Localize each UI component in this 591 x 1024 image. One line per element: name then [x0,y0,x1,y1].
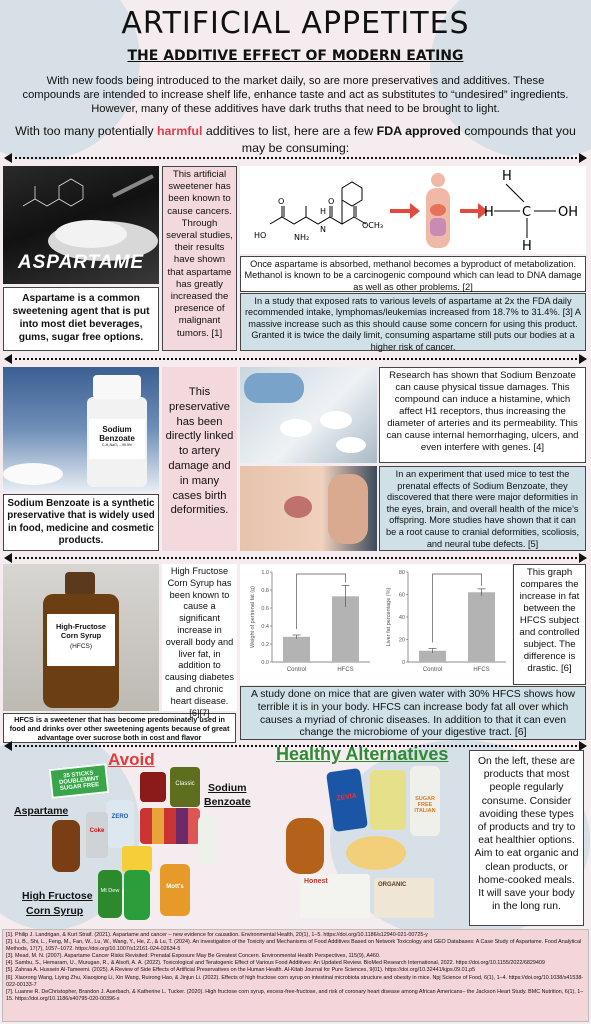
avoid-label-hfcs-2: Corn Syrup [26,905,84,917]
x-tick-label: HFCS [473,667,490,673]
tissue-damage-text: Research has shown that Sodium Benzoate can cause physical tissue damages. This compound can induce a histamine, which affect H1 receptors, thus increasing the diameter of arteries and its permeability. This can cause internal hemorrhaging, ulcers, and even interfere with genes. [4] [379,367,586,463]
product-label: Classic [175,781,195,787]
hfcs-fat-charts [240,564,512,685]
methanol-c: C [522,205,532,220]
y-tick-label: 0.8 [261,588,269,594]
maple-syrup [286,818,324,874]
reference-item: [5]. Zahraa A. Hussein Al-Tameemi. (2025). A Review of Side Effects of Artificial Preservatives on the Human Health. Al-Kitab Journal for Pure Sciences, 9(01). https://doi.org/10.32441/kjps.09.01.p5 [6,967,476,974]
methanol-h: H [522,239,532,254]
gum-pack [49,763,110,799]
hfcs-side-text: High Fructose Corn Syrup has been known to cause a significant increase in overall body and liver fat, in addition to causing diabetes and chronic heart disease. [6][7] [162,564,237,711]
bottle-label-text: (HFCS) [69,643,93,650]
powder-pile [3,463,63,485]
mol-label-och3: OCH₃ [362,221,384,230]
prenatal-effects-text: In an experiment that used mice to test the prenatal effects of Sodium Benzoate, they discovered that there were major deformities in the eyes, brain, and overall health of the mice’s offspring. More studies have shown that it can be a root cause to cranial deformities, scoliosis, and neural tube defects. [5] [379,466,586,551]
product-label: Honest [304,878,328,885]
syrup-bottle [52,820,80,872]
drink-bottle [124,870,150,920]
bottle-label-text: Corn Syrup [60,631,102,640]
intro2-text: additives to list, here are a few [202,124,377,138]
avoid-label-benzoate: Benzoate [204,796,251,808]
references [2,929,589,1022]
section-divider [4,354,587,364]
product-label: ZEVIA [335,792,358,803]
bottle-cap [93,375,141,399]
hand [328,474,368,544]
coke-can [86,812,108,858]
motts-jug [160,864,190,916]
sodium-benzoate-photo [3,367,159,492]
bottle-label-small: C₇H₅NaO₂ – 99.5% [101,443,133,447]
hfcs-study-text: A study done on mice that are given water with 30% HFCS shows how terrible it is in your body. HFCS can increase body fat all over which causes a myriad of chronic diseases. In addition to that it can even change the microbiome of your digestive tract. [6] [240,686,586,740]
organic-box [300,874,370,918]
section-divider [4,553,587,563]
avoid-label-sodium: Sodium [208,782,247,794]
reference-item: [2]. Li, B., Shi, L., Feng, M., Fan, W., Lu, W., Wang, Y., He, Z., & Lu, T. (2024). An investigation of the Toxicity and Mechanisms of Food Additives Based on Network Toxicology and GEO Databases: A Case Study of Aspartame. Food Analytical Methods, 17(7), 1057–1072. https://doi.org/10.1007/s12161-024-02634-5 [6,939,582,953]
aspartame-caption: Aspartame is a common sweetening agent that is put into most diet beverages, gums, sugar free options. [3,287,159,351]
zero-bottle [106,800,134,848]
intro-paragraph: With new foods being introduced to the market daily, so are more preservatives and additives. These compounds are intended to increase shelf life, enhance taste and act as substitutes to “undesired” ingredients. However, many of these additives have dark truths that need to be brought to light. [22,75,569,115]
mol-label-n: N [320,225,326,234]
mol-label-h: H [320,207,327,216]
x-tick-label: Control [422,667,443,673]
hfcs-photo [3,564,159,711]
arrow-icon [390,203,420,219]
aspartame-photo [3,166,159,284]
y-tick-label: 40 [398,615,405,621]
aspartame-metabolism-diagram [240,166,586,254]
healthy-alternatives-text: On the left, these are products that most people regularly consume. Consider avoiding these types of products and try to eat healthier options. Aim to eat organic and clean products, or home-cooked meals. It will save your body in the long run. [469,750,584,926]
y-tick-label: 60 [398,592,405,599]
methanol-text: Once aspartame is absorbed, methanol becomes a byproduct of metabolization. Methanol is known to be a carcinogenic compound which can lead to DNA damage as well as other problems. [2] [240,256,586,292]
y-tick-label: 80 [398,570,405,576]
product-label: 35 STICKS DOUBLEMINT SUGAR FREE [58,770,100,793]
avoid-heading: Avoid [108,750,155,769]
bottle-label-text: Sodium [102,425,132,434]
dressing-bottle [410,766,440,836]
intro2-text: compounds that you may be consuming: [241,124,576,155]
avoid-label-aspartame: Aspartame [14,805,69,817]
bar [283,637,310,662]
mountain-dew-bottle [98,870,122,918]
gloved-hand [244,373,304,403]
mouse [336,437,366,453]
mouse [320,411,352,429]
harmful-emphasis: harmful [156,124,203,138]
x-tick-label: HFCS [337,667,354,673]
reference-item: [4]. Sambu, S., Hemaram, U., Murugan, R., & Alsofi, A. A. (2022). Toxicological and Teratogenic Effect of Various Food Additives: An Updated Review. BioMed Research International, 2022. https://doi.org/10.1155/2022/6829409 [6,960,545,967]
methanol-h: H [502,169,512,184]
page-subtitle: THE ADDITIVE EFFECT OF MODERN EATING [127,48,464,64]
sodium-benzoate-caption: Sodium Benzoate is a synthetic preservative that is widely used in food, medicine and cosmetic products. [3,494,159,551]
y-axis-label: Weight of perirenal fat (g) [250,586,256,648]
bottle-label [89,419,145,459]
bruise [284,496,312,518]
y-tick-label: 0.2 [261,642,269,648]
jam-jar [140,772,166,802]
graph-explanation-text: This graph compares the increase in fat between the HFCS subject and controlled subject. The difference is drastic. [6] [513,564,586,685]
methanol-h: H [484,205,494,220]
x-tick-label: Control [286,667,307,673]
pickle-jar-healthy [370,770,406,830]
bottle-label [47,614,115,666]
product-label: ORGANIC [378,882,407,888]
avoid-label-hfcs-1: High Fructose [22,890,93,902]
section-divider [4,153,587,163]
aspartame-structure [240,166,586,254]
mol-label-nh2: NH₂ [294,233,310,242]
y-tick-label: 0.0 [261,660,269,666]
intro2-text: With too many potentially [15,124,157,138]
mol-label-ho: HO [254,231,267,240]
snack-bag [122,846,152,872]
aspartame-study-text: In a study that exposed rats to various levels of aspartame at 2x the FDA daily recommended intake, lymphomas/leukemias increased from 18.7% to 31.4%. [3] A massive increase such as this should cause some concern for using this product. Granted it is twice the daily limit, consuming aspartame still puts our bodies at a higher risk of cancer. [240,293,586,351]
y-axis-label: Liver fat percentage (%) [386,587,392,647]
fda-emphasis: FDA approved [376,124,461,138]
y-tick-label: 20 [398,637,405,644]
y-tick-label: 0.4 [261,624,269,630]
hfcs-bar-charts [240,564,512,685]
healthy-heading: Healthy Alternatives [276,744,449,764]
mol-label-o: O [278,197,285,206]
bottle-label-text: High-Fructose [55,622,107,631]
lab-mice-photo [240,367,377,463]
y-tick-label: 0 [401,660,405,666]
aspartame-photo-label: ASPARTAME [17,252,145,273]
product-label: Coke [89,828,105,834]
reference-item: [7]. Luanne R. DeChristopher, Brandon J. Auerbach, & Katherine L. Tucker. (2020). High fructose corn syrup, excess-free-fructose, and risk of coronary heart disease among African Americans– the Jackson Heart Study. BMC Nutrition, 6(1), 1–15. https://doi.org/10.1186/s40795-020-00396-x [6,988,584,1002]
sodium-benzoate-side-text: This preservative has been directly linked to artery damage and in many cases birth deformities. [162,367,237,551]
y-tick-label: 1.0 [261,570,269,576]
skin-bruise-photo [240,466,377,551]
reference-item: [3]. Mead, M. N. (2007). Aspartame Cancer Risks Revisited: Prenatal Exposure May Be Greatest Concern. Environmental Health Perspectives, 115(9), A460. [6,953,381,960]
product-label: SUGAR FREE ITALIAN [414,796,436,814]
mouse [280,419,312,437]
intro-paragraph-2 [10,123,581,157]
mol-label-o: O [328,197,335,206]
aspartame-cancer-text: This artificial sweetener has been known to cause cancers. Through several studies, their results have shown that aspartame has greatly increased the presence of malignant tumors. [1] [162,166,237,351]
y-tick-label: 0.6 [261,606,269,612]
white-bottle [198,816,216,864]
page-title: ARTIFICIAL APPETITES [121,6,470,41]
bar [468,592,495,662]
sauce-bottles [140,808,200,844]
hfcs-caption: HFCS is a sweetener that has become predominately used in food and drinks over other sweetening agents because of great advantage over sucrose both in cost and flavor [3,713,236,743]
bottle-neck [65,572,95,596]
product-label: ZERO [111,814,129,820]
reference-item: [1]. Philip J. Landrigan, & Kurt Straif. (2021). Aspartame and cancer – new evidence for causation. Environmental Health, 20(1), 1–5. https://doi.org/10.1186/s12940-021-00725-y [6,932,428,938]
organic-pack [374,878,434,918]
bottle-label-text: Benzoate [99,434,135,443]
body-organs-icon [426,173,450,248]
product-label: Mt Dew [100,888,120,894]
methanol-oh: OH [558,205,579,220]
fruit-bowl [346,836,406,870]
reference-item: [6]. Xiaorong Wang, Liying Zhu, Xiaoqiong Li, Xin Wang, Ruirong Hao, & Jinjun Li. (2022). Effects of high fructose corn syrup on intestinal microbiota structure and obesity in mice. Npj Science of Food, 6(1), 1–4. https://doi.org/10.1038/s41538-022-00133-7 [6,974,584,988]
pickle-jar [170,767,200,807]
product-label: Mott's [166,884,184,890]
